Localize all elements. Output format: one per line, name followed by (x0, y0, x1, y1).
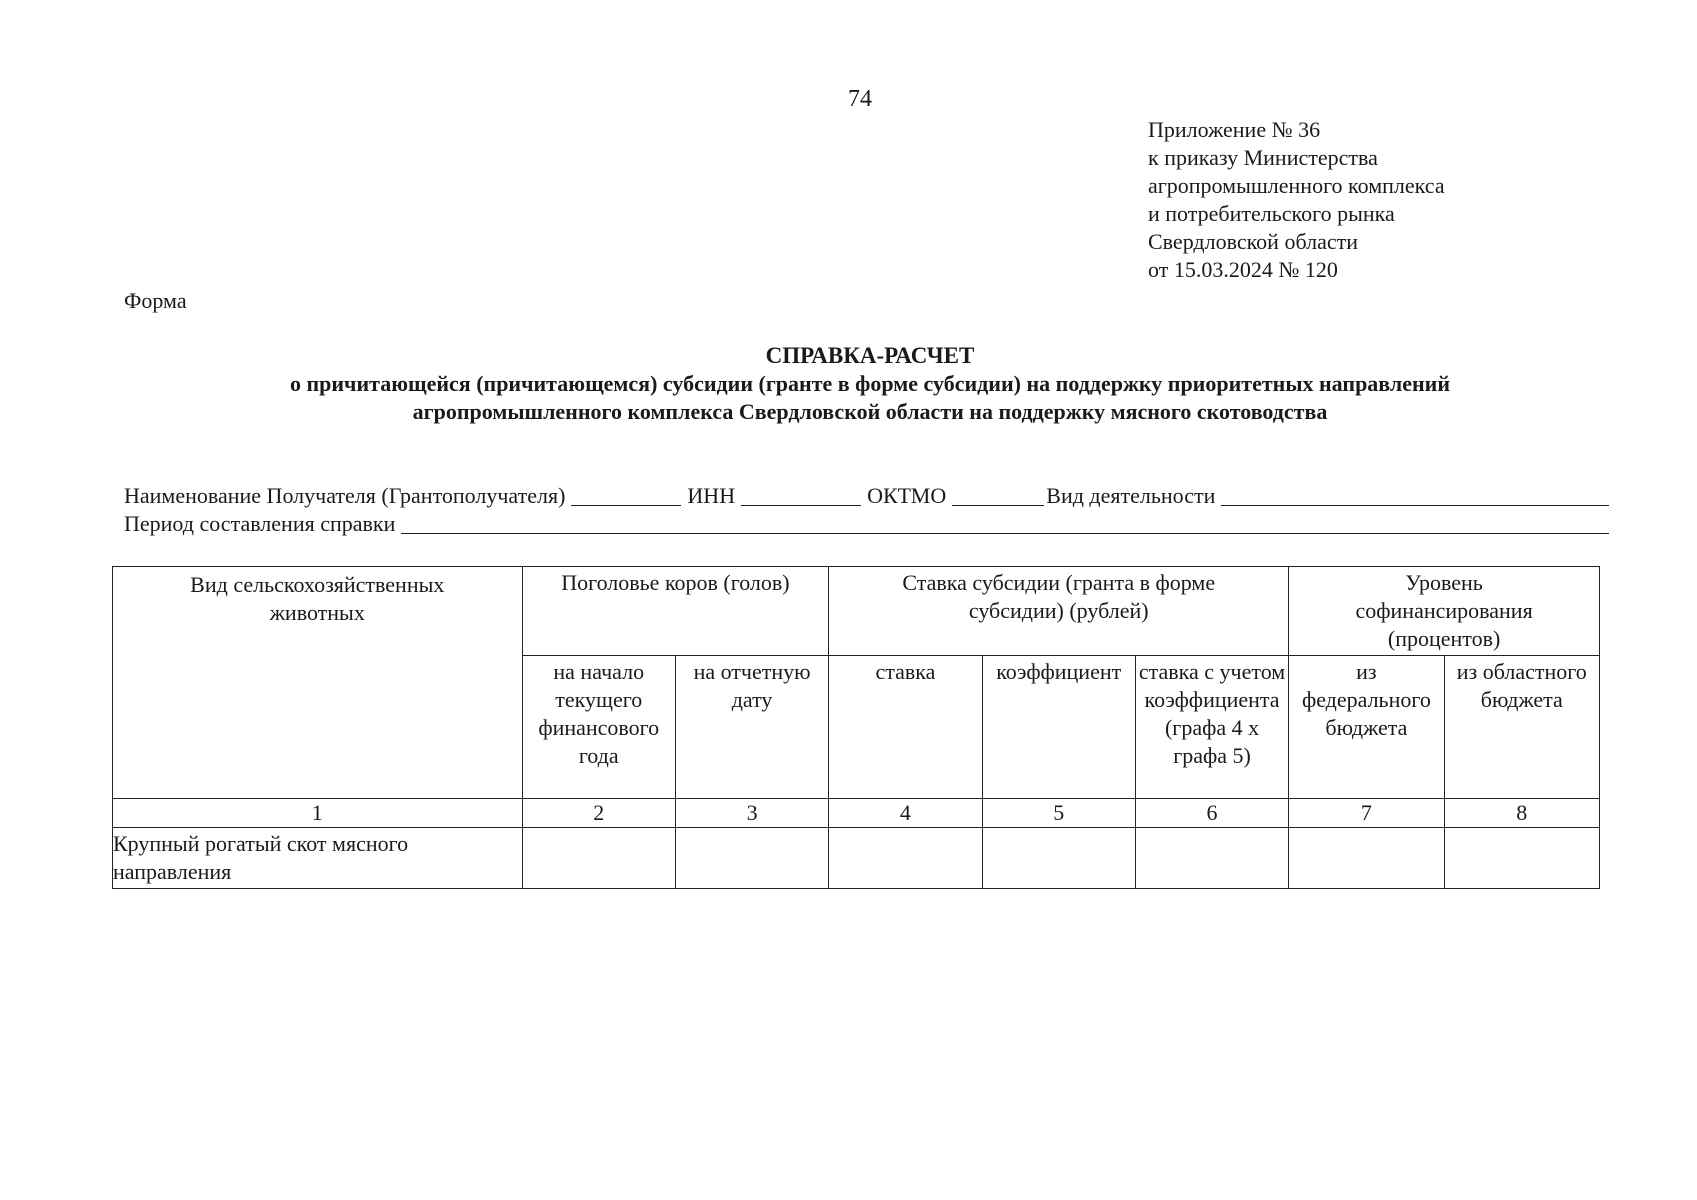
recipient-blank[interactable] (571, 485, 681, 506)
form-label: Форма (124, 288, 187, 313)
column-number: 1 (113, 799, 523, 828)
title-line-2: агропромышленного комплекса Свердловской области на поддержку мясного скотоводства (412, 399, 1328, 424)
period-blank[interactable] (401, 513, 1609, 534)
activity-blank[interactable] (1221, 485, 1609, 506)
appendix-line: и потребительского рынка (1148, 201, 1395, 226)
header-livestock: Поголовье коров (голов) (522, 567, 829, 656)
column-number: 4 (829, 799, 982, 828)
inn-blank[interactable] (741, 485, 861, 506)
activity-label: Вид деятельности (1046, 483, 1216, 508)
recipient-label: Наименование Получателя (Грантополучателя) (124, 483, 566, 508)
subheader-rate: ставка (829, 656, 982, 799)
oktmo-label: ОКТМО (867, 483, 947, 508)
column-number: 2 (522, 799, 675, 828)
subheader-start-of-year: на начало текущего финансового года (522, 656, 675, 799)
title-main: СПРАВКА-РАСЧЕТ (765, 343, 975, 368)
cell-rate-with-coefficient[interactable] (1135, 828, 1288, 889)
appendix-line: агропромышленного комплекса (1148, 173, 1445, 198)
header-rate: Ставка субсидии (гранта в форме субсидии) (рублей) (829, 567, 1289, 656)
inn-label: ИНН (687, 483, 736, 508)
oktmo-blank[interactable] (952, 485, 1044, 506)
subheader-coefficient: коэффициент (982, 656, 1135, 799)
calculation-table (112, 566, 1600, 889)
subheader-rate-with-coefficient: ставка с учетом коэффициента (графа 4 х графа 5) (1135, 656, 1288, 799)
column-number: 7 (1289, 799, 1444, 828)
column-numbers-row (113, 799, 1600, 828)
appendix-line: от 15.03.2024 № 120 (1148, 257, 1338, 282)
subheader-reporting-date: на отчетную дату (675, 656, 828, 799)
column-number: 3 (675, 799, 828, 828)
cell-coefficient[interactable] (982, 828, 1135, 889)
period-label: Период составления справки (124, 511, 396, 536)
subheader-federal-budget: из федерального бюджета (1289, 656, 1444, 799)
cell-rate[interactable] (829, 828, 982, 889)
period-line (124, 510, 1609, 538)
subheader-regional-budget: из областного бюджета (1444, 656, 1599, 799)
appendix-line: к приказу Министерства (1148, 145, 1378, 170)
page-number: 74 (848, 86, 872, 112)
appendix-block (1148, 116, 1445, 284)
recipient-line (124, 482, 1609, 510)
column-number: 5 (982, 799, 1135, 828)
header-animal-type: Вид сельскохозяйственных животных (113, 567, 523, 799)
table-row (113, 828, 1600, 889)
cell-start-of-year[interactable] (522, 828, 675, 889)
document-title (110, 342, 1630, 426)
cell-regional-budget[interactable] (1444, 828, 1599, 889)
cell-reporting-date[interactable] (675, 828, 828, 889)
cell-federal-budget[interactable] (1289, 828, 1444, 889)
column-number: 8 (1444, 799, 1599, 828)
header-cofinancing: Уровень софинансирования (процентов) (1289, 567, 1600, 656)
column-number: 6 (1135, 799, 1288, 828)
row-animal-type: Крупный рогатый скот мясного направления (113, 828, 523, 889)
header-row-groups (113, 567, 1600, 656)
title-line-1: о причитающейся (причитающемся) субсидии (гранте в форме субсидии) на поддержку приоритетных направлений (289, 371, 1451, 396)
appendix-line: Приложение № 36 (1148, 117, 1321, 142)
appendix-line: Свердловской области (1148, 229, 1358, 254)
recipient-fields (124, 482, 1609, 538)
